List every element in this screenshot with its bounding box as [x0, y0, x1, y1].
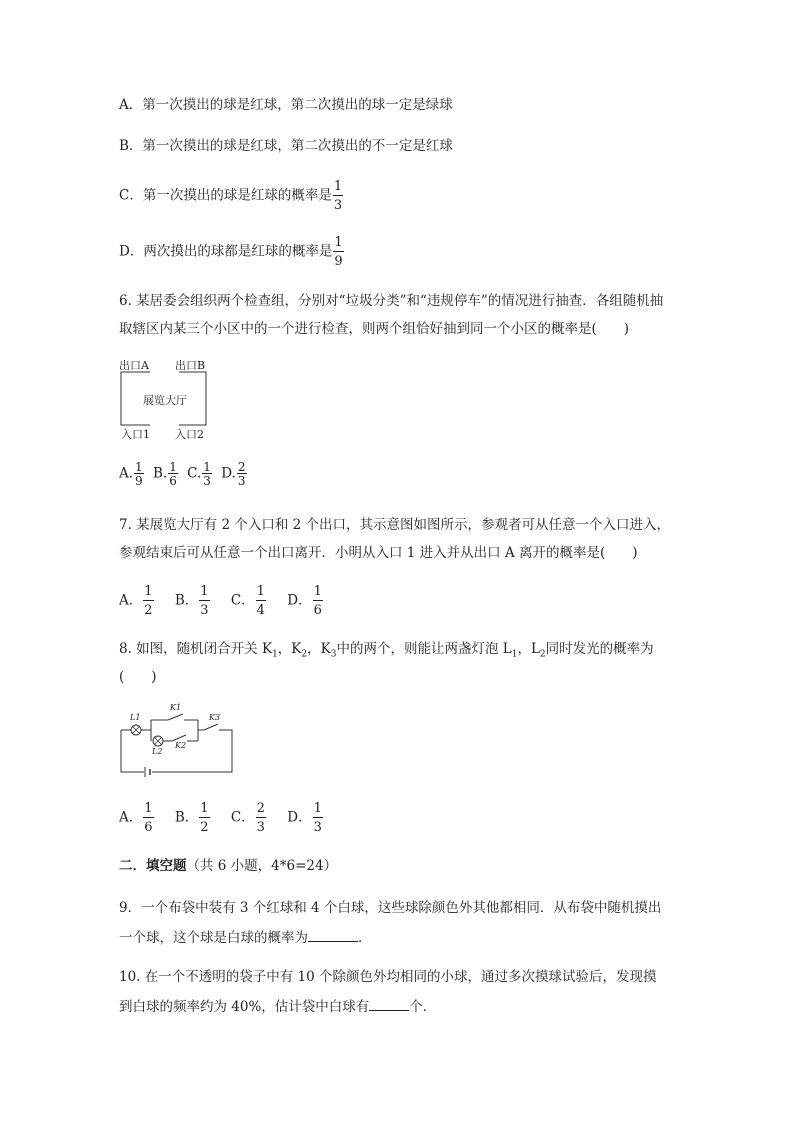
k3-label: K3 — [209, 713, 221, 722]
entrance-1-label: 入口1 — [121, 428, 150, 441]
hall-label: 展览大厅 — [143, 394, 187, 407]
fraction: $\frac{1}{3}$ — [203, 460, 211, 488]
fraction: $\frac{1}{6}$ — [144, 801, 153, 835]
q6-option-c: C. $\frac{1}{3}$ — [187, 460, 211, 488]
q8-options — [119, 802, 340, 834]
q10-stem-line2: 到白球的频率约为 40%，估计袋中白球有 个． — [119, 996, 436, 1016]
section-subtitle: （共 6 小题，4*6=24） — [186, 858, 338, 874]
q6-option-a: A. $\frac{1}{9}$ — [119, 460, 143, 488]
entrance-2-label: 入口2 — [175, 428, 204, 441]
q8-option-a: A． $\frac{1}{6}$ — [119, 801, 153, 835]
section-title: 二．填空题 — [119, 858, 187, 874]
switch-k1[interactable] — [168, 714, 183, 720]
fraction: $\frac{1}{2}$ — [144, 584, 153, 618]
k1-label: K1 — [170, 703, 182, 712]
fraction: $\frac{1}{6}$ — [313, 584, 322, 618]
answer-blank[interactable] — [369, 996, 409, 1011]
fraction: $\frac{1}{9}$ — [334, 235, 343, 269]
q6-stem-line1: 6. 某居委会组织两个检查组，分别对“垃圾分类”和“违规停车”的情况进行抽查．各组随机抽 — [119, 293, 664, 309]
l2-label: L2 — [152, 747, 163, 756]
switch-k3[interactable] — [204, 724, 218, 730]
exit-a-label: 出口A — [119, 359, 149, 372]
q8-option-c: C． $\frac{2}{3}$ — [230, 801, 265, 835]
fraction: $\frac{2}{3}$ — [256, 801, 265, 835]
q5-option-a: A．第一次摸出的球是红球，第二次摸出的球一定是绿球 — [119, 97, 453, 113]
q9-stem-line1: 9．一个布袋中装有 3 个红球和 4 个白球，这些球除颜色外其他都相同．从布袋中随机摸出 — [119, 900, 662, 916]
fraction: $\frac{1}{4}$ — [256, 584, 265, 618]
q8-option-b: B． $\frac{1}{2}$ — [174, 801, 209, 835]
q7-stem-line2: 参观结束后可从任意一个出口离开．小明从入口 1 进入并从出口 A 离开的概率是( ) — [119, 545, 638, 561]
fraction: $\frac{1}{2}$ — [200, 801, 209, 835]
q7-option-a: A． $\frac{1}{2}$ — [119, 584, 153, 618]
q10-stem-line1: 10. 在一个不透明的袋子中有 10 个除颜色外均相同的小球，通过多次摸球试验后，发现摸 — [119, 969, 657, 985]
fraction: $\frac{1}{3}$ — [200, 584, 209, 618]
q8-option-d: D． $\frac{1}{3}$ — [287, 801, 322, 835]
fraction: $\frac{1}{3}$ — [313, 801, 322, 835]
q5-option-b: B．第一次摸出的球是红球，第二次摸出的不一定是红球 — [119, 138, 453, 154]
q7-stem-line1: 7. 某展览大厅有 2 个入口和 2 个出口，其示意图如图所示，参观者可从任意一个入口进入， — [119, 517, 671, 533]
q6-option-d: D. $\frac{2}{3}$ — [221, 460, 246, 488]
q8-stem-line2: ( ) — [119, 669, 157, 685]
fraction: $\frac{1}{9}$ — [135, 460, 143, 488]
fraction: $\frac{1}{3}$ — [333, 179, 343, 213]
q5-option-d: D．两次摸出的球都是红球的概率是 $\frac{1}{9}$ — [119, 235, 343, 269]
q6-option-b: B. $\frac{1}{6}$ — [152, 460, 177, 488]
q5-option-c: C．第一次摸出的球是红球的概率是 $\frac{1}{3}$ — [119, 179, 343, 213]
q7-option-c: C． $\frac{1}{4}$ — [230, 584, 265, 618]
q7-option-b: B． $\frac{1}{3}$ — [174, 584, 209, 618]
k2-label: K2 — [175, 741, 187, 750]
q6-stem-line2: 取辖区内某三个小区中的一个进行检查，则两个组恰好抽到同一个小区的概率是( ) — [119, 321, 630, 337]
section-heading — [119, 857, 337, 875]
exit-b-label: 出口B — [175, 359, 206, 372]
l1-label: L1 — [130, 713, 141, 722]
q8-stem-line1: 8. 如图，随机闭合开关 $K_1$，$K_2$，$K_3$中的两个，则能让两盏灯泡 $L_1$，$L_2$同时发光的概率为 — [119, 641, 654, 660]
q9-stem-line2: 一个球，这个球是白球的概率为 ． — [119, 927, 372, 947]
fraction: $\frac{2}{3}$ — [237, 460, 246, 488]
q7-option-d: D． $\frac{1}{6}$ — [287, 584, 322, 618]
fraction: $\frac{1}{6}$ — [169, 460, 177, 488]
answer-blank[interactable] — [308, 927, 358, 942]
